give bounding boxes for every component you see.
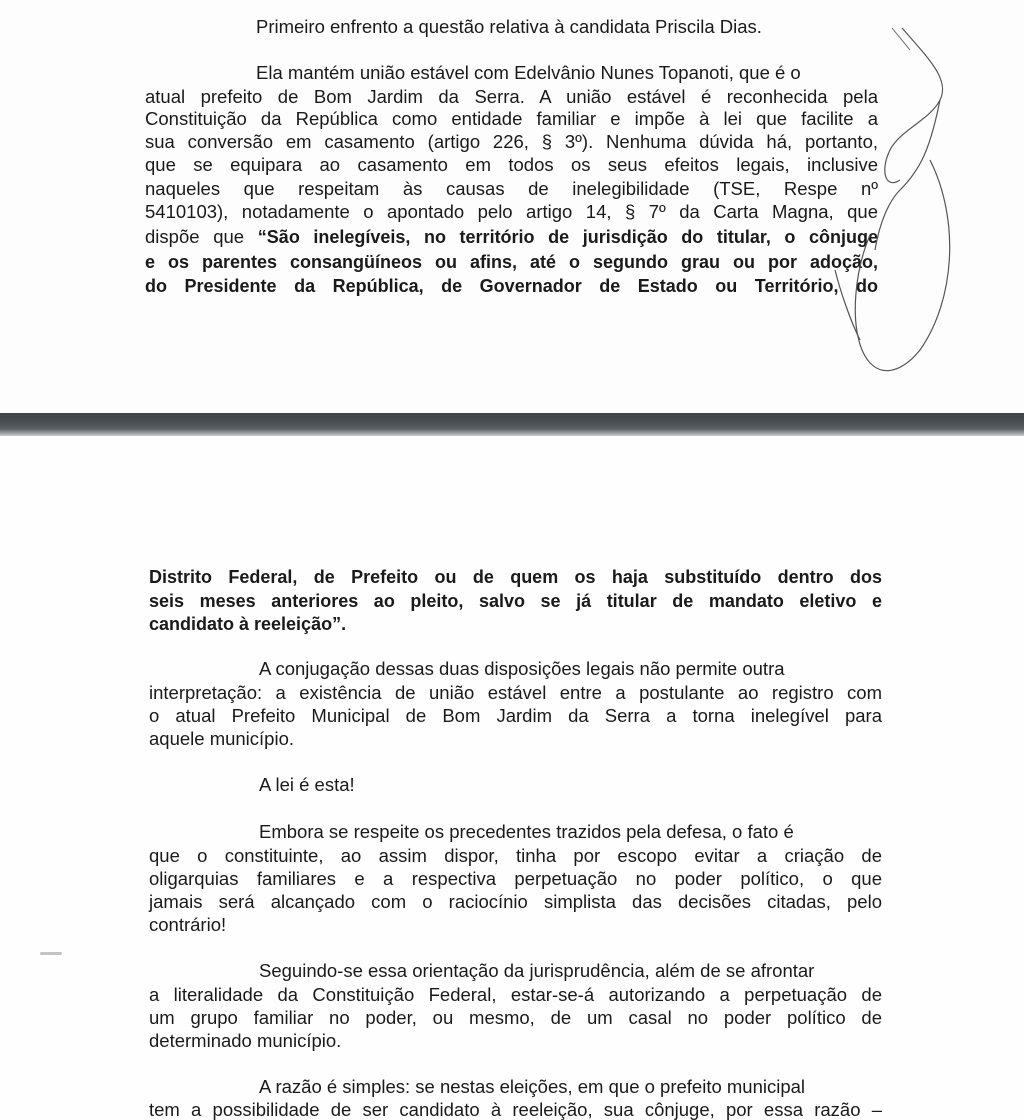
para1-line-6: naqueles que respeitam às causas de inelegibilidade (TSE, Respe nº	[145, 178, 878, 199]
para1-line-2: atual prefeito de Bom Jardim da Serra. A união estável é reconhecida pela	[145, 86, 878, 107]
para1-line-1: Ela mantém união estável com Edelvânio Nunes Topanoti, que é o	[256, 62, 801, 83]
para2-line-3: o atual Prefeito Municipal de Bom Jardim da Serra a torna inelegível para	[149, 705, 882, 726]
document-page-top	[0, 0, 1024, 413]
para4-line-2: que o constituinte, ao assim dispor, tinha por escopo evitar a criação de	[149, 845, 882, 866]
para6-line-2: tem a possibilidade de ser candidato à reeleição, sua cônjuge, por essa razão –	[149, 1099, 882, 1120]
para4-line-3: oligarquias familiares e a respectiva perpetuação no poder político, o que	[149, 868, 882, 889]
quote-continued-line-2: seis meses anteriores ao pleito, salvo se já titular de mandato eletivo e	[149, 591, 882, 611]
para3: A lei é esta!	[259, 774, 355, 795]
page-divider	[0, 413, 1024, 436]
para4-line-4: jamais será alcançado com o raciocínio simplista das decisões citadas, pelo	[149, 891, 882, 912]
opening-paragraph: Primeiro enfrento a questão relativa à candidata Priscila Dias.	[256, 16, 762, 37]
para5-line-2: a literalidade da Constituição Federal, estar-se-á autorizando a perpetuação de	[149, 984, 882, 1005]
scan-mark	[40, 952, 62, 955]
quote-start: “São inelegíveis, no território de jurisdição do titular, o cônjuge	[257, 227, 878, 247]
handwritten-signature-mark	[780, 20, 960, 390]
quote-line-1: e os parentes consangüíneos ou afins, até o segundo grau ou por adoção,	[145, 252, 878, 272]
para2-line-2: interpretação: a existência de união estável entre a postulante ao registro com	[149, 682, 882, 703]
para2-line-1: A conjugação dessas duas disposições legais não permite outra	[259, 658, 785, 679]
para1-line-7: 5410103), notadamente o apontado pelo artigo 14, § 7º da Carta Magna, que	[145, 201, 878, 222]
para1-line-3: Constituição da República como entidade familiar e impõe à lei que facilite a	[145, 108, 878, 129]
para5-line-3: um grupo familiar no poder, ou mesmo, de um casal no poder político de	[149, 1007, 882, 1028]
quote-continued-line-1: Distrito Federal, de Prefeito ou de quem os haja substituído dentro dos	[149, 567, 882, 587]
para4-line-5: contrário!	[149, 914, 227, 935]
para1-line-8	[145, 226, 878, 248]
para1-line-8-plain: dispõe que	[145, 226, 258, 247]
quote-line-2: do Presidente da República, de Governador de Estado ou Território, do	[145, 276, 878, 296]
para5-line-4: determinado município.	[149, 1030, 342, 1051]
para6-line-1: A razão é simples: se nestas eleições, em que o prefeito municipal	[259, 1076, 806, 1097]
para5-line-1: Seguindo-se essa orientação da jurisprudência, além de se afrontar	[259, 960, 815, 981]
para1-line-4: sua conversão em casamento (artigo 226, § 3º). Nenhuma dúvida há, portanto,	[145, 131, 878, 152]
para2-line-4: aquele município.	[149, 728, 295, 749]
quote-continued-line-3: candidato à reeleição”.	[149, 614, 347, 634]
para1-line-5: que se equipara ao casamento em todos os seus efeitos legais, inclusive	[145, 154, 878, 175]
document-page-bottom	[0, 436, 1024, 1120]
para4-line-1: Embora se respeite os precedentes trazidos pela defesa, o fato é	[259, 821, 794, 842]
